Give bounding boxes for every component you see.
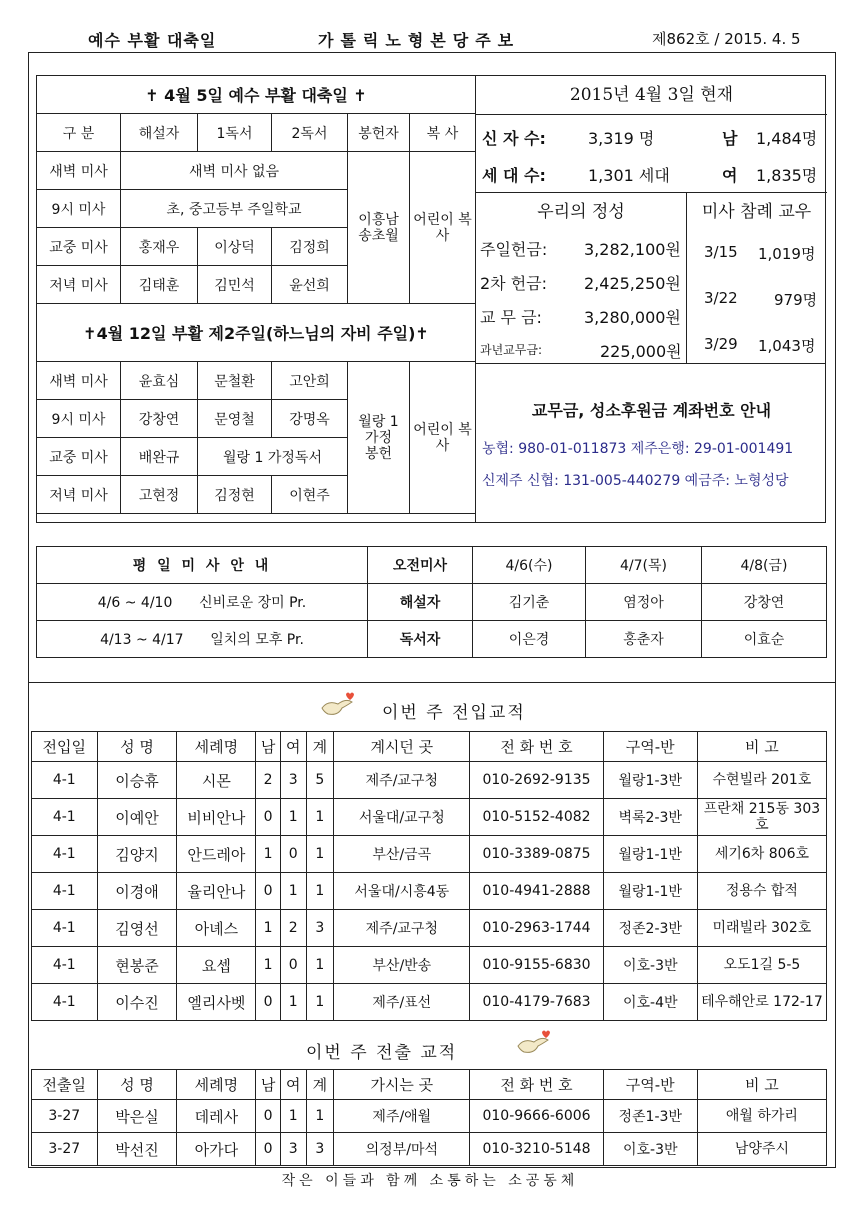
table-cell: 3 <box>306 1133 334 1166</box>
dove-heart-icon <box>514 1028 552 1058</box>
gyojung-note: 월랑 1 가정독서 <box>198 438 348 476</box>
parish-stats-panel <box>475 75 826 363</box>
table-cell: 비비안나 <box>177 799 256 836</box>
table-row <box>32 984 827 1021</box>
table-row <box>32 947 827 984</box>
table-cell: 서울대/교구청 <box>334 799 470 836</box>
role-label: 해설자 <box>368 584 473 621</box>
table-cell: 월랑1-1반 <box>603 836 697 873</box>
male-label: 남 <box>722 129 738 148</box>
table-cell: 엘리사벳 <box>177 984 256 1021</box>
name-cell: 김태훈 <box>121 266 198 304</box>
table-cell: 아녜스 <box>177 910 256 947</box>
row-label: 저녁 미사 <box>37 476 121 514</box>
table-cell: 4-1 <box>32 873 98 910</box>
offering-row <box>476 297 686 331</box>
table-cell: 010-4179-7683 <box>470 984 603 1021</box>
table-cell: 1 <box>306 799 334 836</box>
parish-bulletin-title: 가톨릭노형본당주보 <box>318 31 521 50</box>
week1-servers: 어린이 복사 <box>410 152 476 304</box>
prayer-group: 신비로운 장미 Pr. <box>199 595 307 611</box>
name-cell: 윤선희 <box>272 266 348 304</box>
table-cell: 1 <box>280 984 306 1021</box>
offering-label: 교 무 금: <box>480 308 542 327</box>
table-cell: 율리안나 <box>177 873 256 910</box>
weekday-date: 4/8(금) <box>702 547 827 584</box>
table-cell: 3-27 <box>32 1133 98 1166</box>
table-cell: 세기6차 806호 <box>697 836 826 873</box>
offering-value: 225,000원 <box>600 342 682 361</box>
table-cell: 이호-3반 <box>603 1133 697 1166</box>
table-cell: 2 <box>256 762 281 799</box>
table-cell: 벽록2-3반 <box>603 799 697 836</box>
date-range: 4/6 ~ 4/10 <box>97 595 173 611</box>
attendance-row <box>686 235 827 269</box>
attendance-count: 1,019명 <box>758 245 816 263</box>
table-cell: 김영선 <box>97 910 177 947</box>
table-row <box>32 1133 827 1166</box>
weekday-group-row <box>37 621 368 658</box>
header-cell: 여 <box>280 732 306 762</box>
name-cell: 홍춘자 <box>586 621 702 658</box>
header-cell: 계 <box>306 1070 334 1100</box>
table-cell: 제주/표선 <box>334 984 470 1021</box>
table-cell: 0 <box>256 1133 281 1166</box>
header-cell: 계 <box>306 732 334 762</box>
table-cell: 이예안 <box>97 799 177 836</box>
table-cell: 0 <box>280 947 306 984</box>
table-cell: 3 <box>280 1133 306 1166</box>
header-cell: 구역-반 <box>603 732 697 762</box>
name-cell: 강명옥 <box>272 400 348 438</box>
stats-date: 2015년 4월 3일 현재 <box>476 75 827 115</box>
movein-rows <box>32 762 827 1021</box>
header-cell: 성 명 <box>97 1070 177 1100</box>
table-cell: 이호-4반 <box>603 984 697 1021</box>
table-cell: 정용수 합적 <box>697 873 826 910</box>
header-cell: 전 화 번 호 <box>470 732 603 762</box>
table-cell: 0 <box>256 799 281 836</box>
dawn-note: 새벽 미사 없음 <box>121 152 348 190</box>
table-row <box>32 762 827 799</box>
name-cell: 김정희 <box>272 228 348 266</box>
table-cell: 애월 하가리 <box>697 1100 826 1133</box>
week2-title: ✝4월 12일 부활 제2주일(하느님의 자비 주일)✝ <box>37 304 476 362</box>
name-cell: 고안희 <box>272 362 348 400</box>
name-cell: 이효순 <box>702 621 827 658</box>
table-cell: 안드레아 <box>177 836 256 873</box>
households-value: 1,301 세대 <box>588 166 670 185</box>
attendance-count: 1,043명 <box>758 337 816 355</box>
offering-label: 주일헌금: <box>480 240 548 259</box>
account-line: 농협: 980-01-011873 제주은행: 29-01-001491 <box>482 441 794 457</box>
table-cell: 제주/교구청 <box>334 910 470 947</box>
table-row <box>32 1100 827 1133</box>
table-cell: 4-1 <box>32 799 98 836</box>
name-cell: 홍재우 <box>121 228 198 266</box>
households-row <box>476 154 827 190</box>
table-cell: 박선진 <box>97 1133 177 1166</box>
table-cell: 정존2-3반 <box>603 910 697 947</box>
weekday-title: 평 일 미 사 안 내 <box>37 547 368 584</box>
row-label: 교중 미사 <box>37 438 121 476</box>
offering-row <box>476 263 686 297</box>
table-cell: 4-1 <box>32 762 98 799</box>
table-cell: 4-1 <box>32 984 98 1021</box>
believers-value: 3,319 명 <box>588 129 655 148</box>
attendance-title: 미사 참례 교우 <box>701 202 812 222</box>
table-cell: 0 <box>256 984 281 1021</box>
table-cell: 2 <box>280 910 306 947</box>
offering-value: 3,280,000원 <box>584 308 681 327</box>
header-cell: 비 고 <box>697 732 826 762</box>
female-label: 여 <box>722 166 738 185</box>
weekday-mass-table <box>36 546 827 658</box>
header-cell: 비 고 <box>697 1070 826 1100</box>
liturgy-schedule-table <box>36 75 476 514</box>
table-cell: 010-4941-2888 <box>470 873 603 910</box>
moveout-rows <box>32 1100 827 1166</box>
table-cell: 정존1-3반 <box>603 1100 697 1133</box>
name-cell: 이현주 <box>272 476 348 514</box>
table-cell: 제주/교구청 <box>334 762 470 799</box>
col-commentator: 해설자 <box>121 114 198 152</box>
attendance-date: 3/22 <box>704 289 738 307</box>
header-cell: 남 <box>256 732 281 762</box>
morning-mass-label: 오전미사 <box>368 547 473 584</box>
table-cell: 3 <box>280 762 306 799</box>
table-cell: 월랑1-3반 <box>603 762 697 799</box>
offering-value: 2,425,250원 <box>584 274 681 293</box>
table-cell: 이승휴 <box>97 762 177 799</box>
col-offerer: 봉헌자 <box>348 114 410 152</box>
believers-row <box>476 117 827 153</box>
table-cell: 1 <box>306 984 334 1021</box>
offering-label: 과년교무금: <box>480 343 543 357</box>
table-cell: 3-27 <box>32 1100 98 1133</box>
row-label: 새벽 미사 <box>37 362 121 400</box>
date-range: 4/13 ~ 4/17 <box>100 632 184 648</box>
row-label: 9시 미사 <box>37 400 121 438</box>
header-cell: 계시던 곳 <box>334 732 470 762</box>
table-cell: 김양지 <box>97 836 177 873</box>
week2-servers: 어린이 복사 <box>410 362 476 514</box>
offering-row <box>476 229 686 263</box>
offering-row <box>476 331 686 365</box>
attendance-row <box>686 327 827 361</box>
bulletin-footer: 작은 이들과 함께 소통하는 소공동체 <box>281 1173 579 1189</box>
movein-title: 이번 주 전입교적 <box>382 703 526 723</box>
female-value: 1,835명 <box>756 166 818 185</box>
name-cell: 배완규 <box>121 438 198 476</box>
col-category: 구 분 <box>37 114 121 152</box>
table-cell: 0 <box>256 873 281 910</box>
weekday-date: 4/7(목) <box>586 547 702 584</box>
role-label: 독서자 <box>368 621 473 658</box>
table-cell: 아가다 <box>177 1133 256 1166</box>
table-cell: 오도1길 5-5 <box>697 947 826 984</box>
attendance-row <box>686 281 827 315</box>
table-cell: 1 <box>256 947 281 984</box>
table-cell: 월랑1-1반 <box>603 873 697 910</box>
name-cell: 이상덕 <box>198 228 272 266</box>
table-cell: 부산/금곡 <box>334 836 470 873</box>
male-value: 1,484명 <box>756 129 818 148</box>
believers-label: 신 자 수: <box>482 129 546 148</box>
table-cell: 박은실 <box>97 1100 177 1133</box>
table-cell: 1 <box>256 910 281 947</box>
name-cell: 문철환 <box>198 362 272 400</box>
header-cell: 성 명 <box>97 732 177 762</box>
name-cell: 문영철 <box>198 400 272 438</box>
col-reading1: 1독서 <box>198 114 272 152</box>
attendance-date: 3/15 <box>704 243 738 261</box>
table-header-row <box>32 1070 827 1100</box>
table-cell: 3 <box>306 910 334 947</box>
name-cell: 김민석 <box>198 266 272 304</box>
name-cell: 염정아 <box>586 584 702 621</box>
table-cell: 010-2692-9135 <box>470 762 603 799</box>
header-cell: 여 <box>280 1070 306 1100</box>
header-cell: 세례명 <box>177 732 256 762</box>
name-cell: 이은경 <box>473 621 586 658</box>
table-cell: 데레사 <box>177 1100 256 1133</box>
issue-number-date: 제862호 / 2015. 4. 5 <box>652 30 801 48</box>
table-cell: 010-9666-6006 <box>470 1100 603 1133</box>
dove-heart-icon <box>318 690 356 720</box>
week1-offerers: 이흥남 송초월 <box>348 152 410 304</box>
table-cell: 010-3210-5148 <box>470 1133 603 1166</box>
table-cell: 이수진 <box>97 984 177 1021</box>
weekday-date: 4/6(수) <box>473 547 586 584</box>
table-cell: 1 <box>280 1100 306 1133</box>
week1-title: ✝ 4월 5일 예수 부활 대축일 ✝ <box>37 76 476 114</box>
table-cell: 010-9155-6830 <box>470 947 603 984</box>
bulletin-header <box>0 22 860 52</box>
table-cell: 남양주시 <box>697 1133 826 1166</box>
table-cell: 요셉 <box>177 947 256 984</box>
table-cell: 4-1 <box>32 910 98 947</box>
moveout-title: 이번 주 전출 교적 <box>306 1043 458 1063</box>
table-cell: 1 <box>280 799 306 836</box>
header-cell: 세례명 <box>177 1070 256 1100</box>
table-cell: 4-1 <box>32 947 98 984</box>
attendance-date: 3/29 <box>704 335 738 353</box>
offering-value: 3,282,100원 <box>584 240 681 259</box>
table-cell: 시몬 <box>177 762 256 799</box>
moveout-table <box>31 1069 827 1166</box>
table-cell: 4-1 <box>32 836 98 873</box>
name-cell: 고현정 <box>121 476 198 514</box>
account-info-panel <box>475 363 826 523</box>
name-cell: 김정현 <box>198 476 272 514</box>
header-cell: 가시는 곳 <box>334 1070 470 1100</box>
table-cell: 1 <box>280 873 306 910</box>
households-label: 세 대 수: <box>482 166 546 185</box>
col-server: 복 사 <box>410 114 476 152</box>
prayer-group: 일치의 모후 Pr. <box>210 632 304 648</box>
table-cell: 1 <box>306 873 334 910</box>
row-label: 교중 미사 <box>37 228 121 266</box>
row-label: 9시 미사 <box>37 190 121 228</box>
header-cell: 전입일 <box>32 732 98 762</box>
movein-table <box>31 731 827 1021</box>
account-line: 신제주 신협: 131-005-440279 예금주: 노형성당 <box>482 473 789 489</box>
table-cell: 테우해안로 172-17 <box>697 984 826 1021</box>
table-cell: 010-5152-4082 <box>470 799 603 836</box>
table-header-row <box>32 732 827 762</box>
table-cell: 1 <box>306 836 334 873</box>
col-reading2: 2독서 <box>272 114 348 152</box>
table-cell: 0 <box>280 836 306 873</box>
week2-offerers: 월랑 1 가정 봉헌 <box>348 362 410 514</box>
table-cell: 1 <box>256 836 281 873</box>
table-cell: 미래빌라 302호 <box>697 910 826 947</box>
table-cell: 5 <box>306 762 334 799</box>
table-cell: 1 <box>306 1100 334 1133</box>
header-cell: 남 <box>256 1070 281 1100</box>
header-cell: 구역-반 <box>603 1070 697 1100</box>
table-cell: 제주/애월 <box>334 1100 470 1133</box>
table-row <box>32 799 827 836</box>
table-cell: 의정부/마석 <box>334 1133 470 1166</box>
table-cell: 1 <box>306 947 334 984</box>
section-divider <box>28 682 836 683</box>
table-cell: 이호-3반 <box>603 947 697 984</box>
attendance-count: 979명 <box>774 291 818 309</box>
name-cell: 강창연 <box>121 400 198 438</box>
table-row <box>32 873 827 910</box>
nine-note: 초, 중고등부 주일학교 <box>121 190 348 228</box>
row-label: 새벽 미사 <box>37 152 121 190</box>
name-cell: 김기춘 <box>473 584 586 621</box>
table-cell: 010-2963-1744 <box>470 910 603 947</box>
table-cell: 이경애 <box>97 873 177 910</box>
table-cell: 010-3389-0875 <box>470 836 603 873</box>
name-cell: 윤효심 <box>121 362 198 400</box>
table-cell: 프란채 215동 303호 <box>697 799 826 836</box>
header-cell: 전출일 <box>32 1070 98 1100</box>
offering-label: 2차 헌금: <box>480 274 548 293</box>
weekday-group-row <box>37 584 368 621</box>
account-title: 교무금, 성소후원금 계좌번호 안내 <box>531 401 772 420</box>
feast-title: 예수 부활 대축일 <box>88 31 217 50</box>
name-cell: 강창연 <box>702 584 827 621</box>
table-cell: 서울대/시흥4동 <box>334 873 470 910</box>
row-label: 저녁 미사 <box>37 266 121 304</box>
table-cell: 수현빌라 201호 <box>697 762 826 799</box>
table-row <box>32 836 827 873</box>
table-cell: 현봉준 <box>97 947 177 984</box>
table-cell: 0 <box>256 1100 281 1133</box>
table-row <box>32 910 827 947</box>
table-cell: 부산/반송 <box>334 947 470 984</box>
offering-title: 우리의 정성 <box>537 202 625 222</box>
header-cell: 전 화 번 호 <box>470 1070 603 1100</box>
